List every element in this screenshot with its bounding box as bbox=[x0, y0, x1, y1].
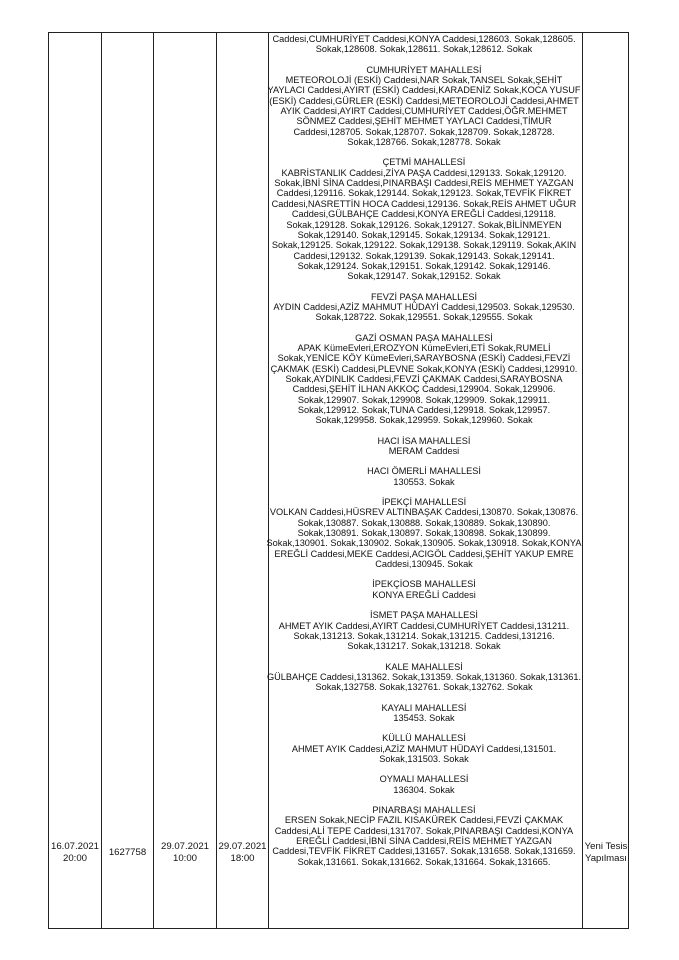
affected-areas-list bbox=[266, 34, 582, 867]
neighborhood-streets: GÜLBAHÇE Caddesi,131362. Sokak,131359. Sokak,131360. Sokak,131361. Sokak,132758. Sokak,132761. Sokak,132762. Sokak bbox=[266, 671, 582, 693]
neighborhood-streets: KABRİSTANLIK Caddesi,ZİYA PAŞA Caddesi,129133. Sokak,129120. Sokak,İBNİ SİNA Caddesi,PINARBAŞI Caddesi,REİS MEHMET YAZGAN Caddesi,129116. Sokak,129144. Sokak,129123. Sokak,TEVFİK FİKRET Caddesi,NASRETTİN HOCA Caddesi,129136. Sokak,REİS AHMET UĞUR Caddesi,GÜLBAHÇE Caddesi,KONYA EREĞLİ Caddesi,129118. Sokak,129128. Sokak,129126. Sokak,129127. Sokak,BİLİNMEYEN Sokak,129140. Sokak,129145. Sokak,129134. Sokak,129121. Sokak,129125. Sokak,129122. Sokak,129138. Sokak,129119. Sokak,AKIN Caddesi,129132. Sokak,129139. Sokak,129143. Sokak,129141. Sokak,129124. Sokak,129151. Sokak,129142. Sokak,129146. Sokak,129147. Sokak,129152. Sokak bbox=[271, 167, 577, 282]
neighborhood-name: KÜLLÜ MAHALLESİ bbox=[382, 733, 466, 744]
neighborhood-streets: 136304. Sokak bbox=[393, 784, 455, 795]
report-time: 20:00 bbox=[62, 853, 87, 864]
end-time: 18:00 bbox=[230, 853, 255, 864]
start-datetime-cell bbox=[154, 841, 216, 865]
neighborhood-streets: AHMET AYIK Caddesi,AZİZ MAHMUT HÜDAYİ Caddesi,131501. Sokak,131503. Sokak bbox=[291, 743, 557, 764]
neighborhood-block bbox=[266, 65, 582, 148]
record-id-cell bbox=[102, 847, 153, 859]
neighborhood-name: ÇETMİ MAHALLESİ bbox=[382, 157, 466, 168]
neighborhood-block bbox=[266, 292, 582, 323]
end-datetime-cell bbox=[217, 841, 268, 865]
neighborhood-name: PINARBAŞI MAHALLESİ bbox=[372, 804, 476, 815]
report-date: 16.07.2021 bbox=[50, 841, 99, 852]
neighborhood-name: HACI İSA MAHALLESİ bbox=[377, 435, 471, 446]
neighborhood-streets: 130553. Sokak bbox=[393, 476, 455, 487]
neighborhood-streets: METEOROLOJİ (ESKİ) Caddesi,NAR Sokak,TANSEL Sokak,ŞEHİT YAYLACI Caddesi,AYIRT (ESKİ) Caddesi,KARADENİZ Sokak,KOCA YUSUF (ESKİ) Caddesi,GÜRLER (ESKİ) Caddesi,METEOROLOJİ Caddesi,AHMET AYIK Caddesi,AYIRT Caddesi,CUMHURİYET Caddesi,ÖĞR.MEHMET SÖNMEZ Caddesi,ŞEHİT MEHMET YAYLACI Caddesi,TİMUR Caddesi,128705. Sokak,128707. Sokak,128709. Sokak,128728. Sokak,128766. Sokak,128778. Sokak bbox=[267, 75, 581, 148]
neighborhood-block bbox=[266, 497, 582, 569]
neighborhood-name: FEVZİ PAŞA MAHALLESİ bbox=[370, 291, 478, 302]
start-date: 29.07.2021 bbox=[160, 841, 209, 852]
neighborhood-streets: AHMET AYIK Caddesi,AYIRT Caddesi,CUMHURİYET Caddesi,131211. Sokak,131213. Sokak,131214. Sokak,131215. Caddesi,131216. Sokak,131217. Sokak,131218. Sokak bbox=[278, 620, 570, 652]
column-divider bbox=[153, 32, 154, 929]
report-datetime-cell bbox=[49, 841, 101, 865]
neighborhood-block bbox=[266, 805, 582, 867]
neighborhood-streets: 135453. Sokak bbox=[393, 712, 455, 723]
record-id: 1627758 bbox=[108, 847, 147, 858]
neighborhood-block bbox=[266, 436, 582, 457]
column-divider bbox=[582, 32, 583, 929]
neighborhood-block bbox=[266, 703, 582, 724]
neighborhood-name: CUMHURİYET MAHALLESİ bbox=[366, 64, 482, 75]
neighborhood-streets: ERSEN Sokak,NECİP FAZIL KISAKÜREK Caddesi,FEVZİ ÇAKMAK Caddesi,ALİ TEPE Caddesi,131707. Sokak,PINARBAŞI Caddesi,KONYA EREĞLİ Caddesi,İBNİ SİNA Caddesi,REİS MEHMET YAZGAN Caddesi,TEVFİK FİKRET Caddesi,131657. Sokak,131658. Sokak,131659. Sokak,131661. Sokak,131662. Sokak,131664. Sokak,131665. bbox=[272, 815, 576, 867]
neighborhood-name: İPEKÇİ MAHALLESİ bbox=[381, 497, 467, 508]
neighborhood-streets: APAK KümeEvleri,EROZYON KümeEvleri,ETİ Sokak,RUMELİ Sokak,YENİCE KÖY KümeEvleri,SARAYBOSNA (ESKİ) Caddesi,FEVZİ ÇAKMAK (ESKİ) Caddesi,PLEVNE Sokak,KONYA (ESKİ) Caddesi,129910. Sokak,AYDINLIK Caddesi,FEVZİ ÇAKMAK Caddesi,SARAYBOSNA Caddesi,ŞEHİT İLHAN AKKOÇ Caddesi,129904. Sokak,129906. Sokak,129907. Sokak,129908. Sokak,129909. Sokak,129911. Sokak,129912. Sokak,TUNA Caddesi,129918. Sokak,129957. Sokak,129958. Sokak,129959. Sokak,129960. Sokak bbox=[270, 342, 578, 426]
neighborhood-block bbox=[266, 333, 582, 426]
neighborhood-block bbox=[266, 774, 582, 795]
neighborhood-streets: MERAM Caddesi bbox=[388, 446, 460, 457]
neighborhood-block bbox=[266, 157, 582, 281]
neighborhood-block bbox=[266, 733, 582, 764]
intro-street-list: Caddesi,CUMHURİYET Caddesi,KONYA Caddesi,128603. Sokak,128605. Sokak,128608. Sokak,128611. Sokak,128612. Sokak bbox=[272, 34, 576, 55]
reason-line-1: Yeni Tesis bbox=[584, 841, 628, 852]
column-divider bbox=[216, 32, 217, 929]
start-time: 10:00 bbox=[172, 853, 197, 864]
column-divider bbox=[101, 32, 102, 929]
neighborhood-block bbox=[266, 610, 582, 651]
neighborhood-block bbox=[266, 662, 582, 693]
reason-line-2: Yapılması bbox=[585, 853, 627, 864]
neighborhood-streets: VOLKAN Caddesi,HÜSREV ALTINBAŞAK Caddesi,130870. Sokak,130876. Sokak,130887. Sokak,130888. Sokak,130889. Sokak,130890. Sokak,130891. Sokak,130897. Sokak,130898. Sokak,130899. Sokak,130901. Sokak,130902. Sokak,130905. Sokak,130918. Sokak,KONYA EREĞLİ Caddesi,MEKE Caddesi,ACIGÖL Caddesi,ŞEHİT YAKUP EMRE Caddesi,130945. Sokak bbox=[266, 507, 582, 570]
neighborhood-name: KAYALI MAHALLESİ bbox=[381, 702, 467, 713]
end-date: 29.07.2021 bbox=[218, 841, 267, 852]
neighborhood-name: KALE MAHALLESİ bbox=[385, 661, 463, 672]
neighborhood-name: OYMALI MAHALLESİ bbox=[379, 774, 469, 785]
neighborhood-name: HACI ÖMERLİ MAHALLESİ bbox=[367, 466, 481, 477]
neighborhood-block bbox=[266, 579, 582, 600]
neighborhood-block bbox=[266, 466, 582, 487]
neighborhood-streets: AYDIN Caddesi,AZİZ MAHMUT HÜDAYİ Caddesi,129503. Sokak,129530. Sokak,128722. Sokak,129551. Sokak,129555. Sokak bbox=[273, 301, 575, 323]
neighborhood-streets: KONYA EREĞLİ Caddesi bbox=[372, 589, 476, 600]
neighborhood-list bbox=[266, 65, 582, 867]
neighborhood-name: İSMET PAŞA MAHALLESİ bbox=[370, 610, 478, 621]
neighborhood-name: İPEKÇİOSB MAHALLESİ bbox=[372, 579, 476, 590]
neighborhood-name: GAZİ OSMAN PAŞA MAHALLESİ bbox=[355, 332, 493, 343]
reason-cell bbox=[583, 841, 629, 865]
